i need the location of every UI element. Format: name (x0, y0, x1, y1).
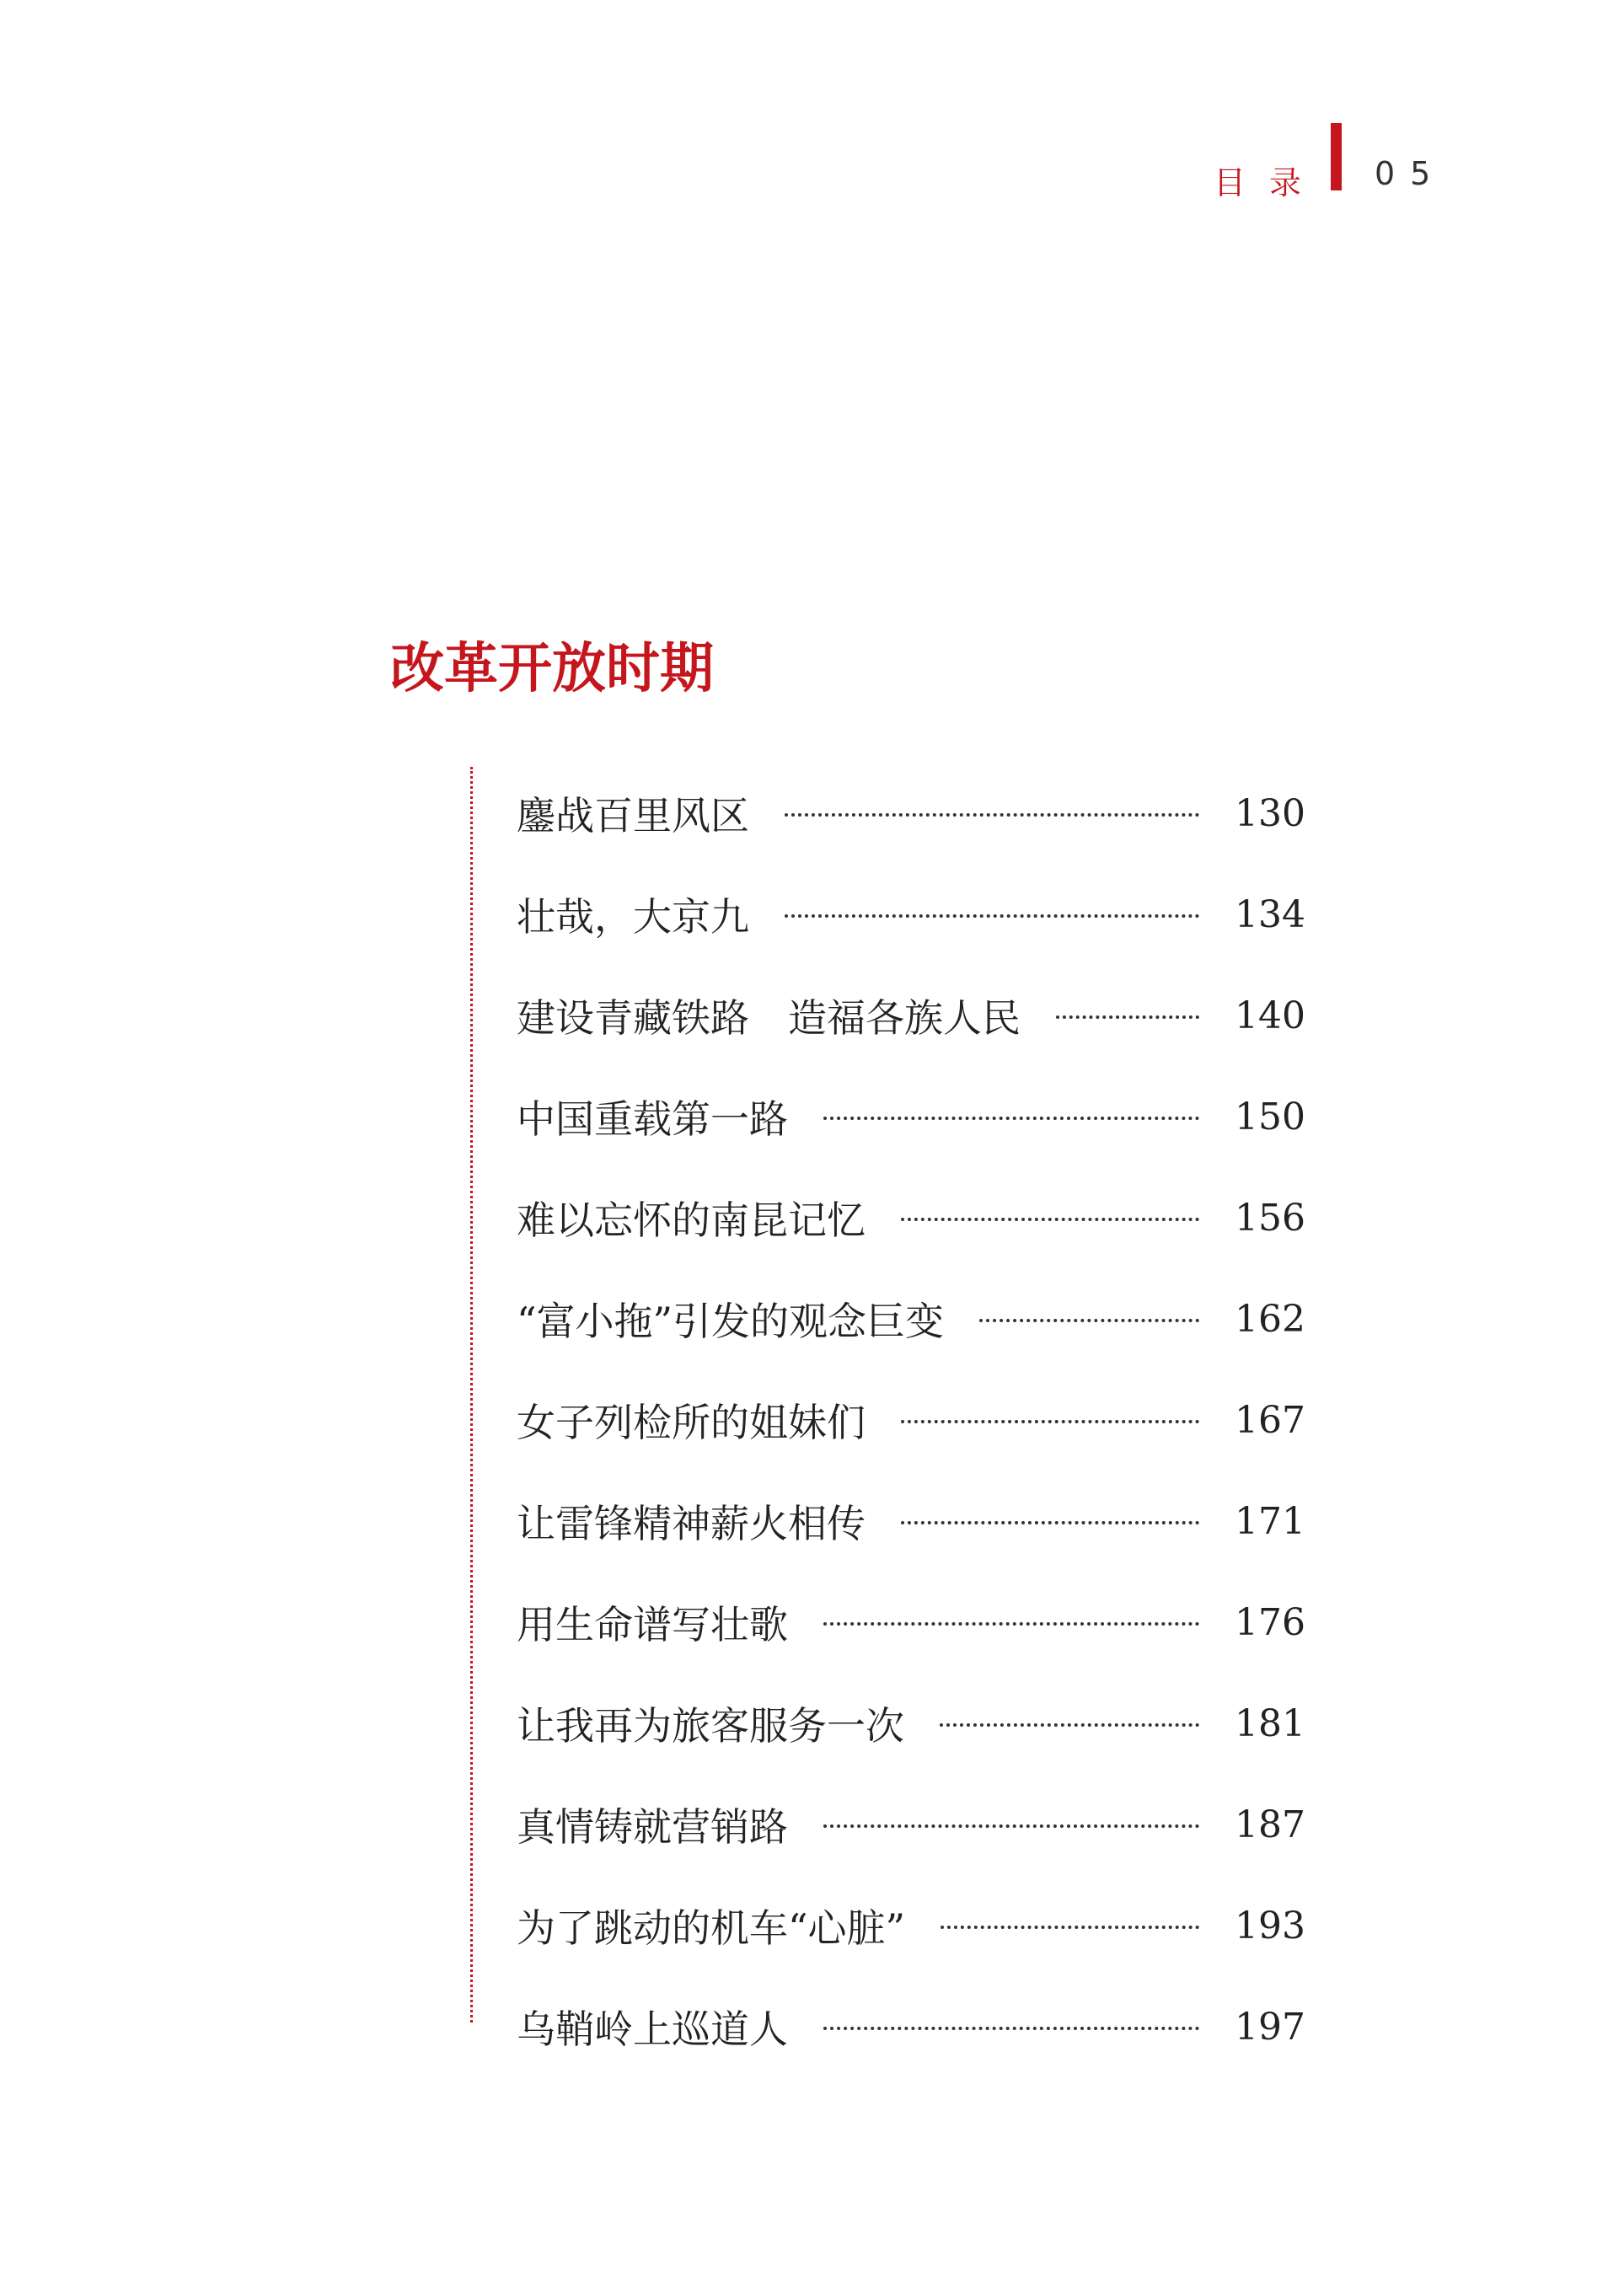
toc-entry[interactable] (517, 1976, 1305, 2077)
toc-dot-leader (823, 1117, 1199, 1120)
toc-entry[interactable] (517, 1369, 1305, 1471)
toc-entry-title: 真情铸就营销路 (517, 1804, 788, 1850)
section-title: 改革开放时期 (390, 637, 714, 700)
toc-entry-page: 130 (1235, 791, 1305, 835)
toc-entry[interactable] (517, 1167, 1305, 1268)
toc-dot-leader (1056, 1015, 1199, 1019)
toc-entry-title: 为了跳动的机车“心脏” (517, 1905, 906, 1951)
toc-entry-page: 156 (1235, 1196, 1305, 1240)
toc-entry-title: 让我再为旅客服务一次 (517, 1703, 904, 1749)
toc-entry[interactable] (517, 1471, 1305, 1572)
toc-entry[interactable] (517, 1066, 1305, 1167)
toc-entry-title: 难以忘怀的南昆记忆 (517, 1197, 866, 1243)
toc-dot-leader (785, 914, 1199, 918)
header-section-label: 目录 (1214, 164, 1326, 201)
header-page-number: 05 (1375, 155, 1446, 192)
toc-entry[interactable] (517, 1774, 1305, 1875)
toc-entry-title: 让雷锋精神薪火相传 (517, 1501, 866, 1546)
toc-entry-title: 鏖战百里风区 (517, 793, 749, 838)
header-divider-bar (1331, 123, 1342, 190)
toc-dot-leader (940, 1723, 1199, 1727)
toc-entry-title: 用生命谱写壮歌 (517, 1602, 788, 1647)
toc-dot-leader (823, 2027, 1199, 2030)
toc-entry-page: 176 (1235, 1600, 1305, 1644)
toc-entry-page: 171 (1235, 1499, 1305, 1543)
toc-entry-page: 162 (1235, 1297, 1305, 1341)
toc-entry-title: 建设青藏铁路 造福各族人民 (517, 995, 1021, 1041)
toc-entry-page: 187 (1235, 1803, 1305, 1846)
toc-dot-leader (785, 813, 1199, 817)
toc-entry-title: 中国重载第一路 (517, 1096, 788, 1142)
toc-entry-page: 140 (1235, 994, 1305, 1037)
toc-dot-leader (823, 1622, 1199, 1626)
toc-entry[interactable] (517, 1572, 1305, 1673)
toc-dot-leader (941, 1926, 1199, 1929)
toc-entry-title: 女子列检所的姐妹们 (517, 1400, 866, 1445)
toc-entry-page: 134 (1235, 892, 1305, 936)
toc-dotted-rule (470, 767, 473, 2022)
toc-entry[interactable] (517, 965, 1305, 1066)
toc-entry-title: 壮哉，大京九 (517, 894, 749, 940)
toc-entry[interactable] (517, 1673, 1305, 1774)
toc-entry[interactable] (517, 1268, 1305, 1369)
toc-dot-leader (979, 1319, 1199, 1322)
toc-entry-page: 193 (1235, 1904, 1305, 1947)
running-header (1214, 118, 1466, 201)
toc-dot-leader (901, 1420, 1199, 1423)
toc-entry[interactable] (517, 864, 1305, 965)
toc-dot-leader (901, 1521, 1199, 1524)
toc-entry-page: 181 (1235, 1701, 1305, 1745)
toc-entry-page: 197 (1235, 2005, 1305, 2049)
toc-entry[interactable] (517, 763, 1305, 864)
toc-entry-title: 乌鞘岭上巡道人 (517, 2006, 788, 2052)
toc-entry-title: “富小拖”引发的观念巨变 (517, 1299, 945, 1344)
toc-dot-leader (901, 1218, 1199, 1221)
toc-entry[interactable] (517, 1875, 1305, 1976)
toc-dot-leader (823, 1824, 1199, 1828)
toc-entry-page: 150 (1235, 1095, 1305, 1138)
toc-list (517, 763, 1305, 2077)
toc-entry-page: 167 (1235, 1398, 1305, 1442)
